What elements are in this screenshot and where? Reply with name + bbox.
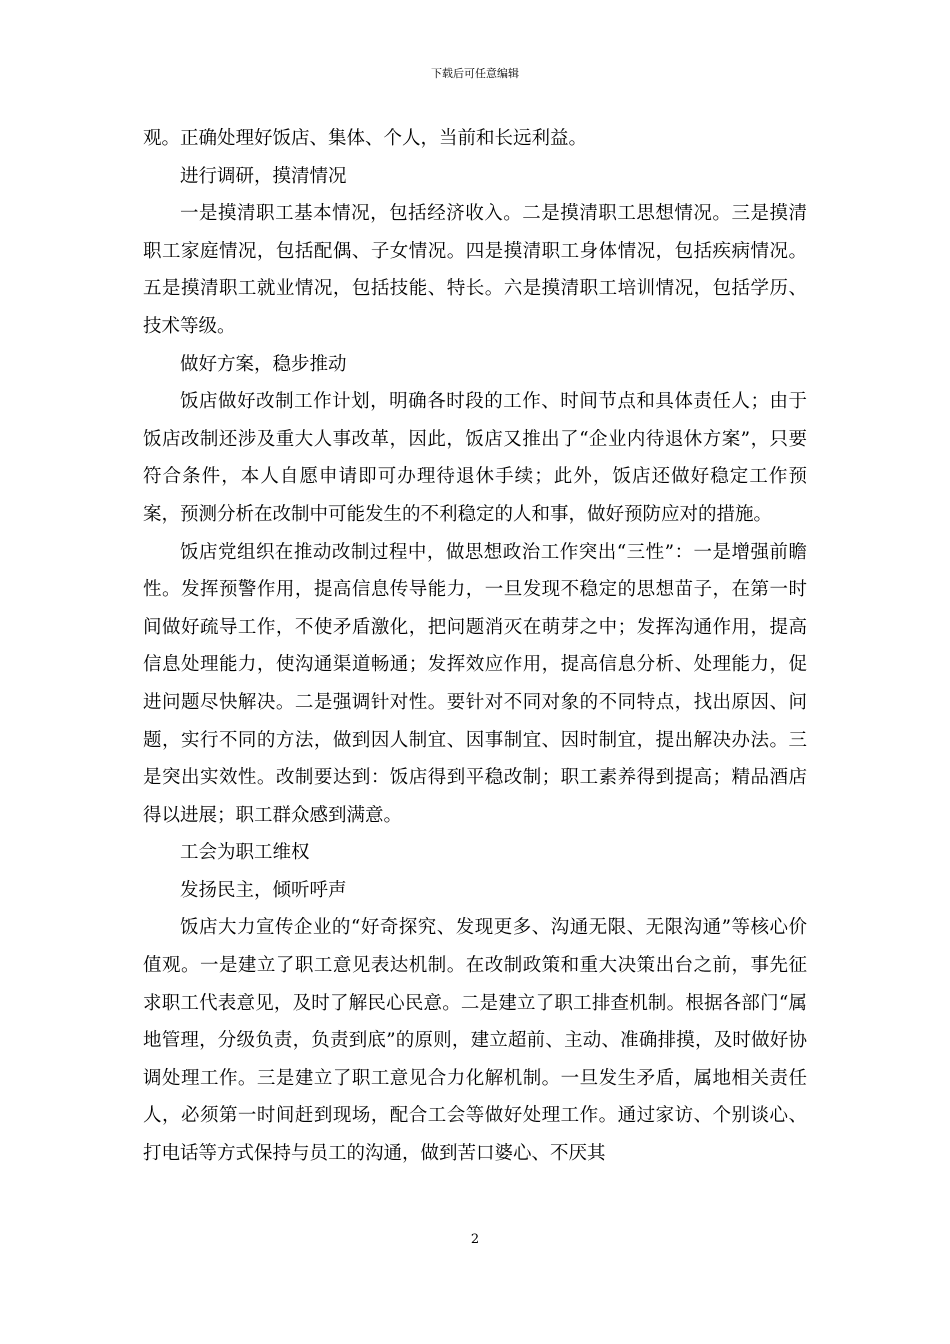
paragraph-party-work: 饭店党组织在推动改制过程中，做思想政治工作突出“三性”：一是增强前瞻性。发挥预警作用，提高信息传导能力，一旦发现不稳定的思想苗子，在第一时间做好疏导工作，不使矛盾激化，把问题消灭在萌芽之中；发挥沟通作用，提高信息处理能力，使沟通渠道畅通；发挥效应作用，提高信息分析、处理能力，促进问题尽快解决。二是强调针对性。要针对不同对象的不同特点，找出原因、问题，实行不同的方法，做到因人制宜、因事制宜、因时制宜，提出解决办法。三是突出实效性。改制要达到：饭店得到平稳改制；职工素养得到提高；精品酒店得以进展；职工群众感到满意。 xyxy=(143,541,807,826)
paragraph-continuation: 观。正确处理好饭店、集体、个人，当前和长远利益。 xyxy=(143,128,588,149)
document-body xyxy=(143,120,807,1173)
paragraph-plan: 饭店做好改制工作计划，明确各时段的工作、时间节点和具体责任人；由于饭店改制还涉及重大人事改革，因此，饭店又推出了“企业内待退休方案”，只要符合条件，本人自愿申请即可办理待退休手续；此外，饭店还做好稳定工作预案，预测分析在改制中可能发生的不利稳定的人和事，做好预防应对的措施。 xyxy=(143,391,807,525)
section-heading-union: 工会为职工维权 xyxy=(180,842,310,864)
page-number: 2 xyxy=(470,1232,480,1247)
section-heading-plan: 做好方案，稳步推动 xyxy=(180,353,347,375)
section-heading-research: 进行调研，摸清情况 xyxy=(180,165,347,187)
paragraph-research: 一是摸清职工基本情况，包括经济收入。二是摸清职工思想情况。三是摸清职工家庭情况，包括配偶、子女情况。四是摸清职工身体情况，包括疾病情况。五是摸清职工就业情况，包括技能、特长。六是摸清职工培训情况，包括学历、技术等级。 xyxy=(143,203,807,337)
section-heading-democracy: 发扬民主，倾听呼声 xyxy=(180,879,347,901)
page-header: 下载后可任意编辑 xyxy=(431,67,519,80)
paragraph-democracy: 饭店大力宣传企业的“好奇探究、发现更多、沟通无限、无限沟通”等核心价值观。一是建立了职工意见表达机制。在改制政策和重大决策出台之前，事先征求职工代表意见，及时了解民心民意。二是建立了职工排查机制。根据各部门“属地管理，分级负责，负责到底”的原则，建立超前、主动、准确排摸，及时做好协调处理工作。三是建立了职工意见合力化解机制。一旦发生矛盾，属地相关责任人，必须第一时间赶到现场，配合工会等做好处理工作。通过家访、个别谈心、打电话等方式保持与员工的沟通，做到苦口婆心、不厌其 xyxy=(143,917,807,1165)
